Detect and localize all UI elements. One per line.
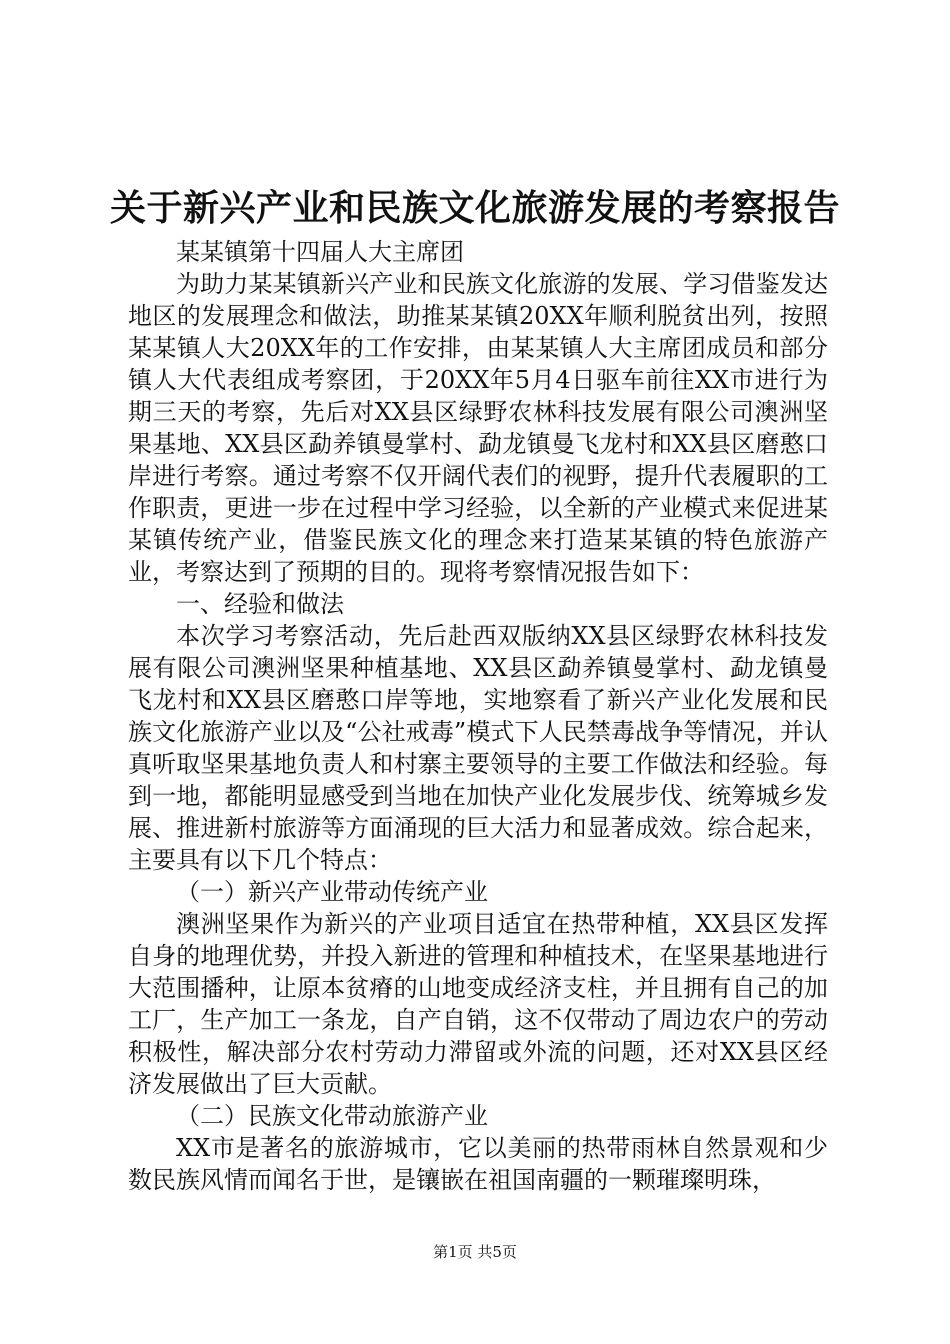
document-title: 关于新兴产业和民族文化旅游发展的考察报告 xyxy=(109,187,840,229)
author-line: 某某镇第十四届人大主席团 xyxy=(176,238,464,266)
section-heading-experience: 一、经验和做法 xyxy=(176,590,344,618)
subheading-ethnic-culture: （二）民族文化带动旅游产业 xyxy=(176,1102,488,1130)
page-number-footer: 第1页 共5页 xyxy=(433,1243,517,1261)
experience-paragraph: 本次学习考察活动，先后赴西双版纳XX县区绿野农林科技发展有限公司澳洲坚果种植基地、XX县区勐养镇曼掌村、勐龙镇曼飞龙村和XX县区磨憨口岸等地，实地察看了新兴产业化发展和民族文化旅游产业以及“公社戒毒”模式下人民禁毒战争等情况，并认真听取坚果基地负责人和村寨主要领导的主要工作做法和经验。每到一地，都能明显感受到当地在加快产业化发展步伐、统筹城乡发展、推进新村旅游等方面涌现的巨大活力和显著成效。综合起来，主要具有以下几个特点： xyxy=(128,622,828,874)
subheading-emerging-industry: （一）新兴产业带动传统产业 xyxy=(176,878,488,906)
emerging-industry-paragraph: 澳洲坚果作为新兴的产业项目适宜在热带种植，XX县区发挥自身的地理优势，并投入新进的管理和种植技术，在坚果基地进行大范围播种，让原本贫瘠的山地变成经济支柱，并且拥有自己的加工厂，生产加工一条龙，自产自销，这不仅带动了周边农户的劳动积极性，解决部分农村劳动力滞留或外流的问题，还对XX县区经济发展做出了巨大贡献。 xyxy=(128,910,828,1098)
document-body xyxy=(128,236,828,1196)
intro-paragraph: 为助力某某镇新兴产业和民族文化旅游的发展、学习借鉴发达地区的发展理念和做法，助推某某镇20XX年顺利脱贫出列，按照某某镇人大20XX年的工作安排，由某某镇人大主席团成员和部分镇人大代表组成考察团，于20XX年5月4日驱车前往XX市进行为期三天的考察，先后对XX县区绿野农林科技发展有限公司澳洲坚果基地、XX县区勐养镇曼掌村、勐龙镇曼飞龙村和XX县区磨憨口岸进行考察。通过考察不仅开阔代表们的视野，提升代表履职的工作职责，更进一步在过程中学习经验，以全新的产业模式来促进某某镇传统产业，借鉴民族文化的理念来打造某某镇的特色旅游产业，考察达到了预期的目的。现将考察情况报告如下： xyxy=(128,270,828,586)
ethnic-culture-paragraph: XX市是著名的旅游城市，它以美丽的热带雨林自然景观和少数民族风情而闻名于世，是镶嵌在祖国南疆的一颗璀璨明珠， xyxy=(128,1134,828,1194)
